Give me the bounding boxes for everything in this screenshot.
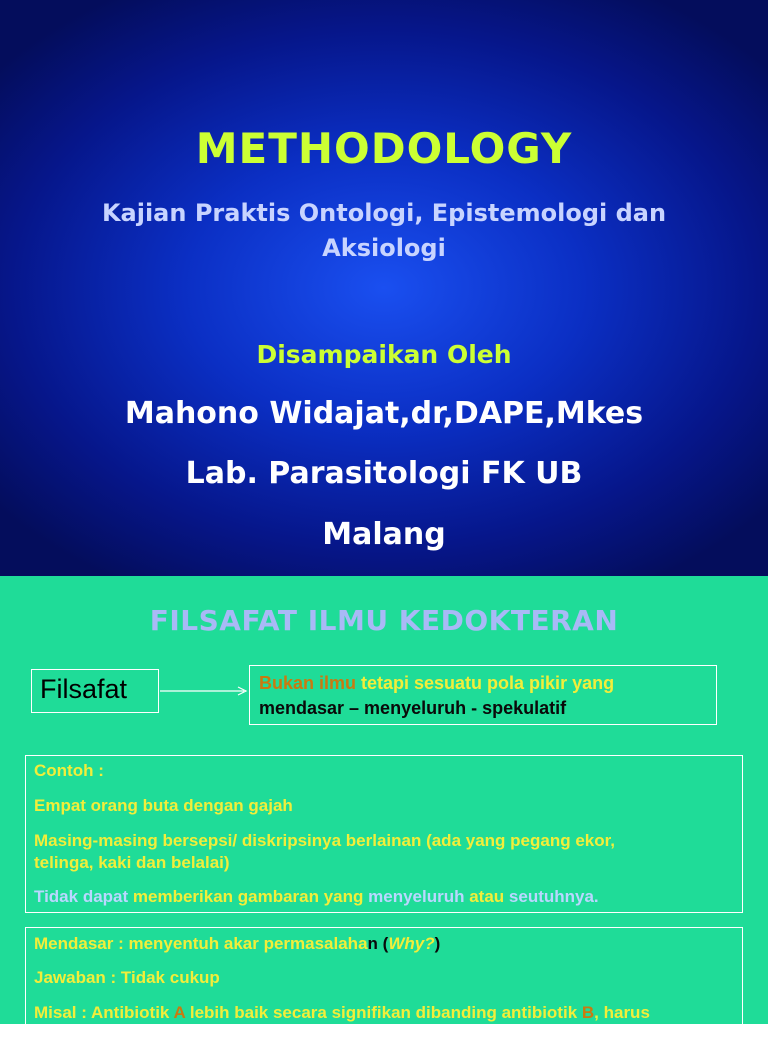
example-line-2b: telinga, kaki dan belalai) [34,853,230,872]
example-label: Contoh : [34,761,104,780]
example-line-3e: seutuhnya. [508,887,599,906]
definition-part-1: Bukan ilmu [259,673,357,693]
presenter-name: Mahono Widajat,dr,DAPE,Mkes [124,396,644,431]
explanation-line-1d: ) [434,934,441,953]
example-box [25,755,743,913]
explanation-line-3e: , harus [594,1003,650,1022]
example-line-3c: menyeluruh [368,887,465,906]
explanation-line-3a: Misal : Antibiotik [34,1003,174,1022]
content-slide [0,576,768,1024]
content-slide-title: FILSAFAT ILMU KEDOKTERAN [149,604,619,637]
example-line-3b: memberikan gambaran yang [128,887,369,906]
explanation-line-3c: lebih baik secara signifikan dibanding antibiotik [185,1003,582,1022]
definition-part-2: tetapi sesuatu pola pikir yang [356,673,615,693]
presenter-lab: Lab. Parasitologi FK UB [185,456,583,491]
presenter-city: Malang [322,517,446,552]
example-line-2a: Masing-masing bersepsi/ diskripsinya berlainan (ada yang pegang ekor, [34,831,616,850]
definition-box [249,665,717,725]
subtitle-line-2: Aksiologi [322,234,446,262]
subtitle-line-1: Kajian Praktis Ontologi, Epistemologi dan [101,199,667,227]
slide-subtitle [20,196,748,266]
example-line-3a: Tidak dapat [34,887,129,906]
presented-by-label: Disampaikan Oleh [256,340,512,369]
slide-title: METHODOLOGY [195,124,573,173]
explanation-line-3 [34,1003,650,1023]
term-box [31,669,159,713]
arrow-icon [160,686,250,696]
term-label: Filsafat [40,674,128,704]
explanation-box [25,927,743,1037]
explanation-line-1 [34,934,440,954]
definition-part-3: mendasar – menyeluruh - spekulatif [259,698,567,718]
example-line-3 [34,887,599,907]
explanation-line-1c: Why? [388,934,435,953]
example-line-1: Empat orang buta dengan gajah [34,796,293,815]
example-line-3d: atau [464,887,509,906]
explanation-line-3d: B [581,1003,595,1022]
explanation-line-1b: n ( [367,934,389,953]
explanation-line-1a: Mendasar : menyentuh akar permasalaha [34,934,368,953]
example-line-2 [34,830,734,874]
explanation-line-2: Jawaban : Tidak cukup [34,968,220,987]
explanation-line-3b: A [173,1003,186,1022]
